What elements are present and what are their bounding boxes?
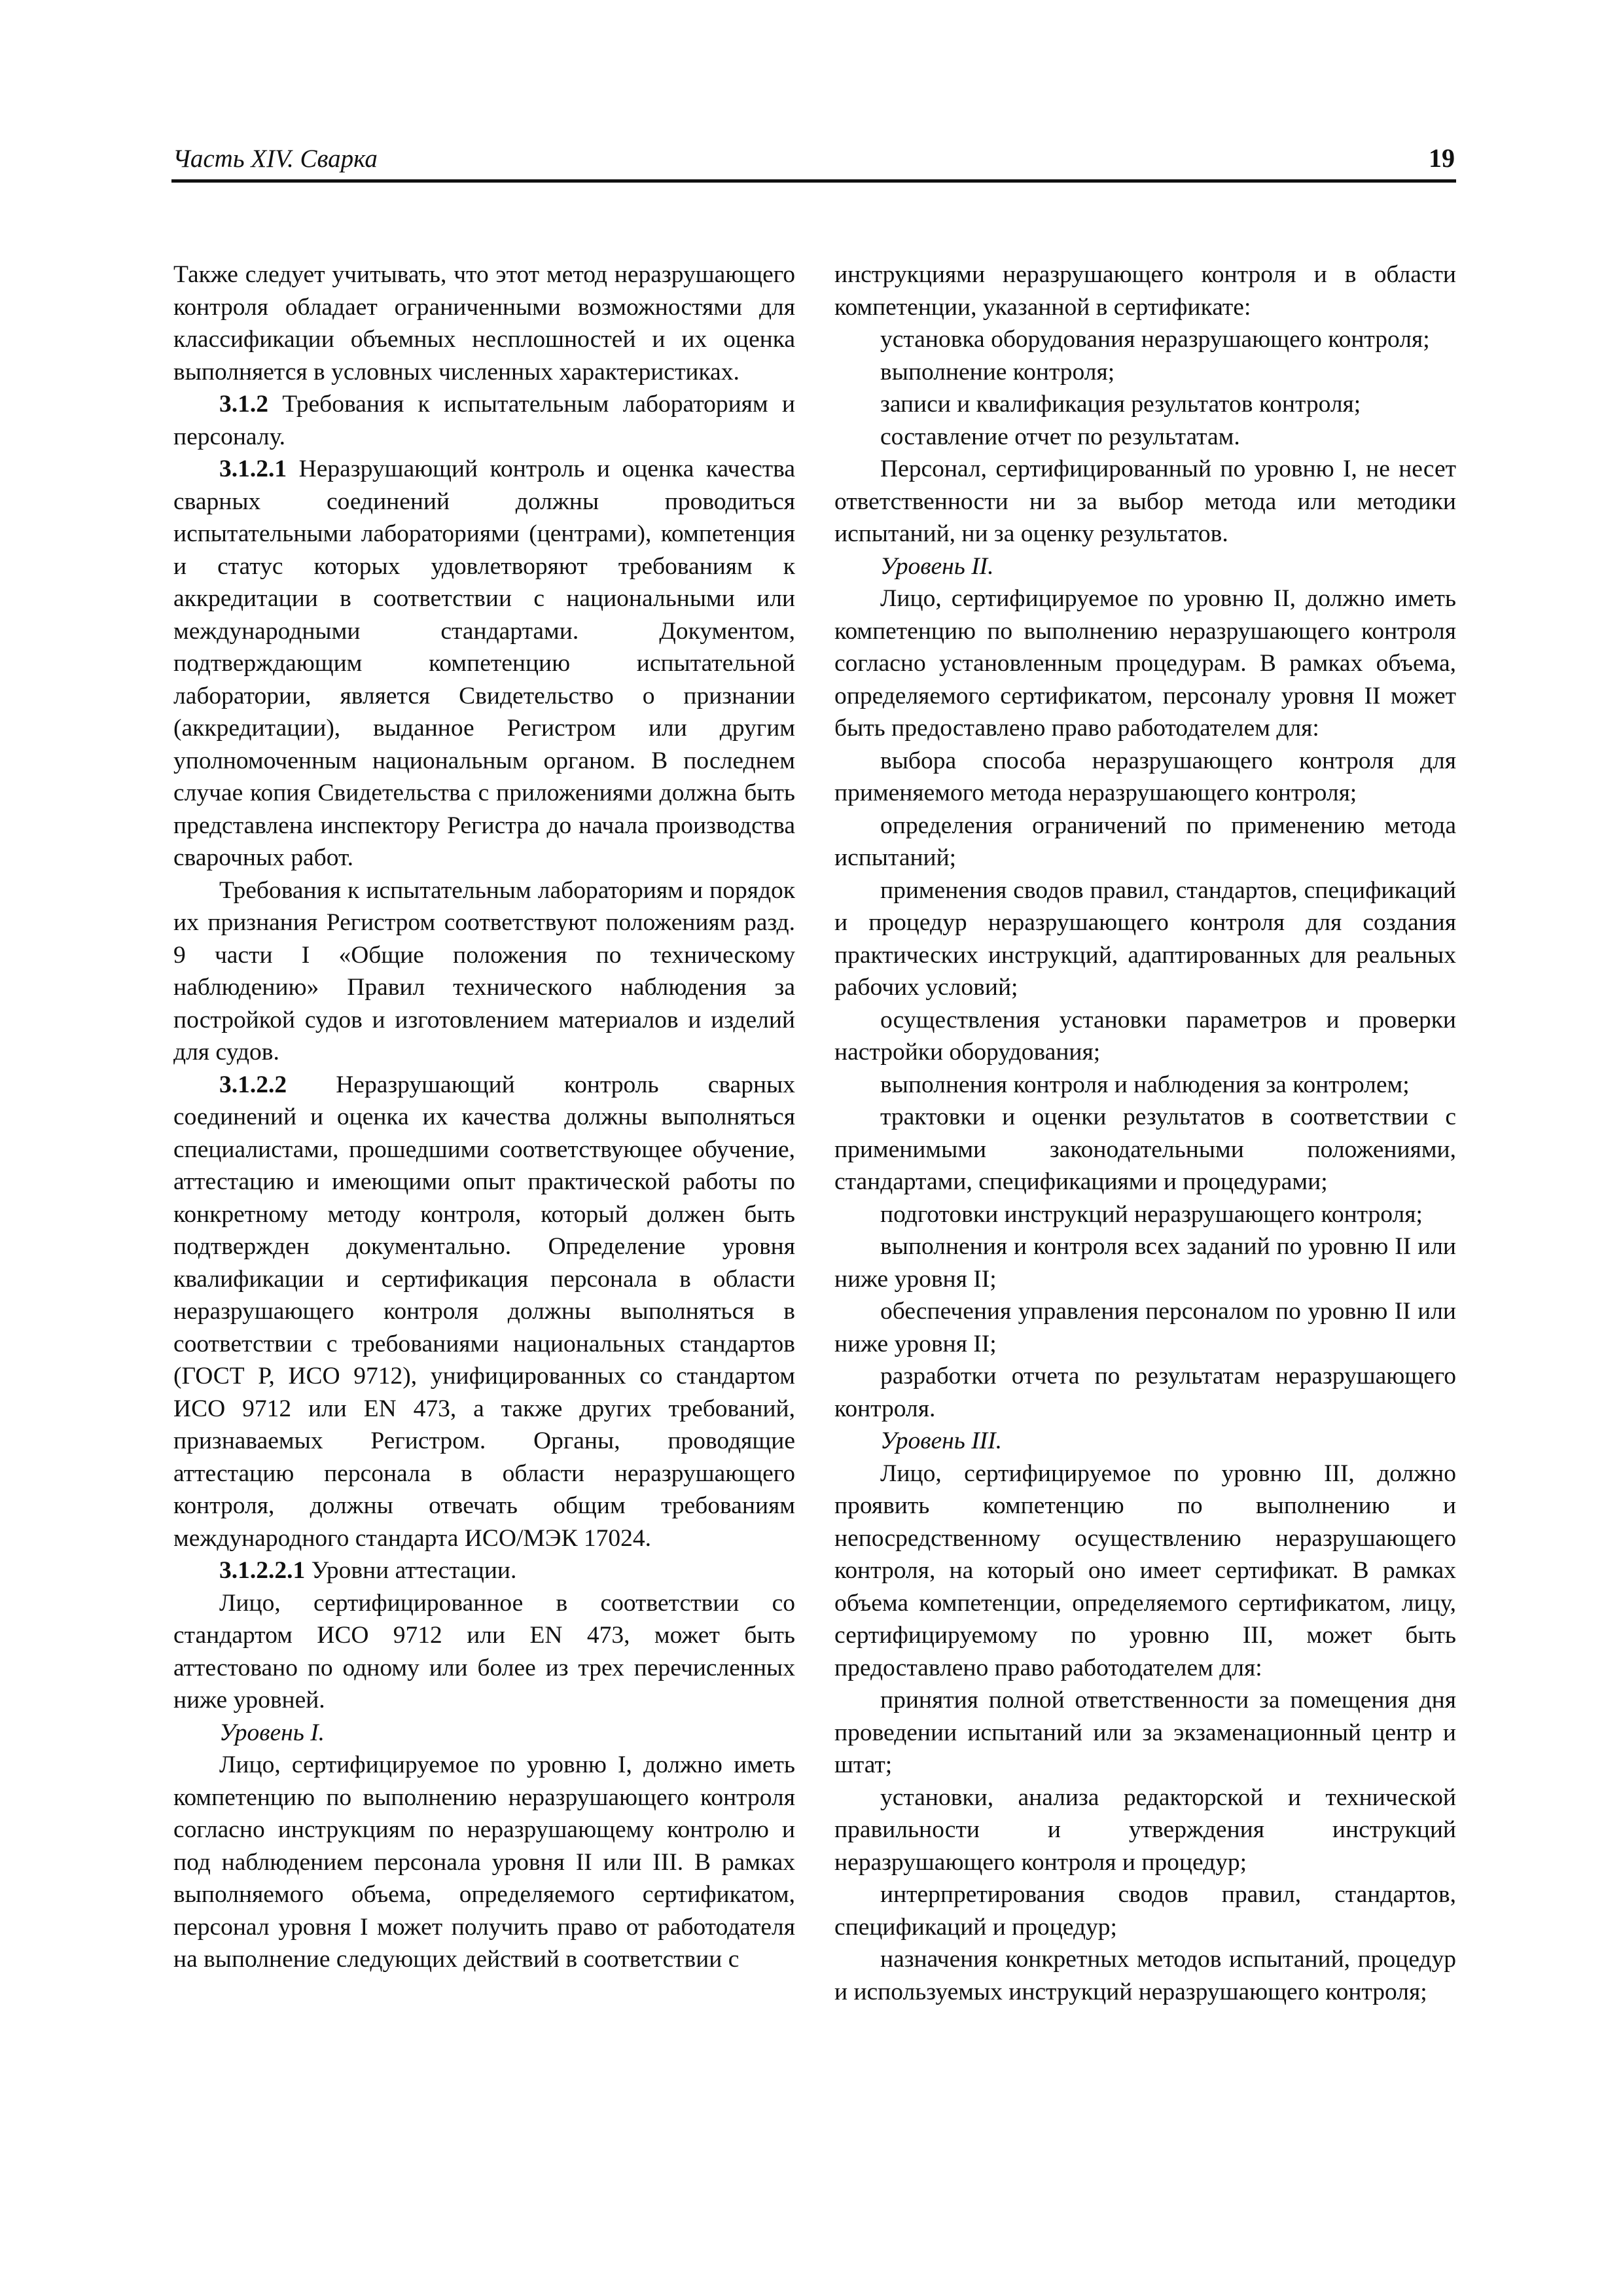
list-item: составление отчет по результатам. [880,423,1240,450]
running-header [171,143,1456,183]
page-number: 19 [1429,143,1455,173]
paragraph: инструкциями неразрушающего контроля и в области компетенции, указанной в сертификате: [834,261,1456,321]
section-number: 3.1.2.2 [219,1071,287,1098]
right-column [834,259,1456,2008]
list-item: выполнение контроля; [880,358,1115,386]
list-item: записи и квалификация результатов контроля; [880,391,1361,418]
list-item: выбора способа неразрушающего контроля для применяемого метода неразрушающего контроля; [834,747,1456,806]
level-3-heading: Уровень III. [880,1427,1003,1454]
list-item: подготовки инструкций неразрушающего контроля; [880,1200,1423,1228]
section-number: 3.1.2.2.1 [219,1557,306,1584]
list-item: определения ограничений по применению метода испытаний; [834,812,1456,871]
list-item: осуществления установки параметров и проверки настройки оборудования; [834,1006,1456,1066]
level-2-heading: Уровень II. [880,552,994,580]
section-text: Неразрушающий контроль сварных соединений и оценка их качества должны выполняться специалистами, прошедшими соответствующее обучение, аттестацию и имеющими опыт практической работы по конкретному методу контроля, который должен быть подтвержден документально. Определение уровня квалификации и сертификация персонала в области неразрушающего контроля должны выполняться в соответствии с требованиями национальных стандартов (ГОСТ Р, ИСО 9712), унифицированных со стандартом ИСО 9712 или EN 473, а также других требований, признаваемых Регистром. Органы, проводящие аттестацию персонала в области неразрушающего контроля, должны отвечать общим требованиям международного стандарта ИСО/МЭК 17024. [173,1071,795,1552]
list-item: принятия полной ответственности за помещения дня проведении испытаний или за экзаменационный центр и штат; [834,1687,1456,1778]
list-item: обеспечения управления персоналом по уровню II или ниже уровня II; [834,1298,1456,1357]
list-item: установки, анализа редакторской и технической правильности и утверждения инструкций неразрушающего контроля и процедур; [834,1784,1456,1876]
section-text: Уровни аттестации. [305,1557,517,1584]
paragraph: Лицо, сертифицируемое по уровню II, должно иметь компетенцию по выполнению неразрушающего контроля согласно установленным процедурам. В рамках объема, определяемого сертификатом, персоналу уровня II может быть предоставлено право работодателем для: [834,585,1456,742]
section-3-1-2-2 [173,1069,795,1555]
list-item: разработки отчета по результатам неразрушающего контроля. [834,1363,1456,1422]
section-3-1-2-1 [173,453,795,874]
paragraph: Персонал, сертифицированный по уровню I, не несет ответственности ни за выбор метода или методики испытаний, ни за оценку результатов. [834,456,1456,547]
list-item: интерпретирования сводов правил, стандартов, спецификаций и процедур; [834,1881,1456,1941]
paragraph: Лицо, сертифицируемое по уровню I, должно иметь компетенцию по выполнению неразрушающего контроля согласно инструкциям по неразрушающему контролю и под наблюдением персонала уровня II или III. В рамках выполняемого объема, определяемого сертификатом, персонал уровня I может получить право от работодателя на выполнение следующих действий в соответствии с [173,1751,795,1973]
list-item: применения сводов правил, стандартов, спецификаций и процедур неразрушающего контроля для создания практических инструкций, адаптированных для реальных рабочих условий; [834,876,1456,1001]
left-column [173,259,795,1976]
section-number: 3.1.2.1 [219,456,287,482]
list-item: выполнения и контроля всех заданий по уровню II или ниже уровня II; [834,1233,1456,1293]
section-3-1-2-2-1 [173,1554,795,1587]
list-item: установка оборудования неразрушающего контроля; [880,326,1430,353]
paragraph: Требования к испытательным лабораториям и порядок их признания Регистром соответствуют положениям разд. 9 части I «Общие положения по техническому наблюдению» Правил технического наблюдения за постройкой судов и изготовлением материалов и изделий для судов. [173,876,795,1066]
list-item: назначения конкретных методов испытаний, процедур и используемых инструкций неразрушающего контроля; [834,1946,1456,2005]
section-3-1-2 [173,388,795,453]
header-title: Часть XIV. Сварка [173,145,378,173]
section-text: Требования к испытательным лабораториям и персоналу. [173,391,795,450]
paragraph: Также следует учитывать, что этот метод неразрушающего контроля обладает ограниченными возможностями для классификации объемных несплошностей и их оценка выполняется в условных численных характеристиках. [173,261,795,386]
paragraph: Лицо, сертифицированное в соответствии со стандартом ИСО 9712 или EN 473, может быть аттестовано по одному или более из трех перечисленных ниже уровней. [173,1589,795,1713]
section-number: 3.1.2 [219,391,268,418]
list-item: трактовки и оценки результатов в соответствии с применимыми законодательными положениями, стандартами, спецификациями и процедурами; [834,1103,1456,1195]
level-1-heading: Уровень I. [219,1719,325,1746]
paragraph: Лицо, сертифицируемое по уровню III, должно проявить компетенцию по выполнению и непосредственному осуществлению неразрушающего контроля, на который оно имеет сертификат. В рамках объема компетенции, определяемого сертификатом, лицу, сертифицируемому по уровню III, может быть предоставлено право работодателем для: [834,1460,1456,1681]
list-item: выполнения контроля и наблюдения за контролем; [880,1071,1410,1098]
section-text: Неразрушающий контроль и оценка качества сварных соединений должны проводиться испытательными лабораториями (центрами), компетенция и статус которых удовлетворяют требованиям к аккредитации в соответствии с национальными или международными стандартами. Документом, подтверждающим компетенцию испытательной лаборатории, является Свидетельство о признании (аккредитации), выданное Регистром или другим уполномоченным национальным органом. В последнем случае копия Свидетельства с приложениями должна быть представлена инспектору Регистра до начала производства сварочных работ. [173,456,795,871]
